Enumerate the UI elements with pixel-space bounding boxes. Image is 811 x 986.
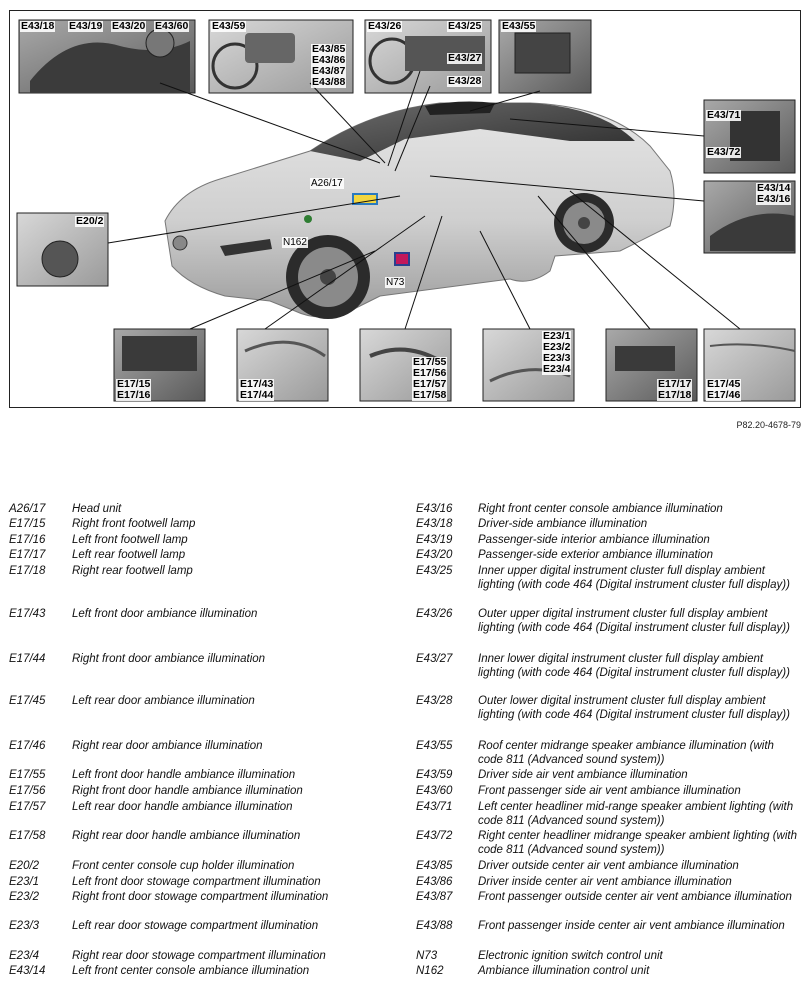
legend-code: E17/44 — [9, 653, 46, 665]
legend-desc: Head unit — [72, 503, 122, 515]
legend-desc: Right rear door handle ambiance illumination — [72, 830, 301, 842]
figure-code: P82.20-4678-79 — [736, 420, 801, 430]
legend-code: E23/4 — [9, 950, 40, 962]
legend-desc: Left rear door stowage compartment illumination — [72, 920, 319, 932]
legend-code: E43/85 — [416, 860, 453, 872]
legend-code: E43/55 — [416, 740, 453, 752]
legend-code: E17/45 — [9, 695, 46, 707]
legend-code: N162 — [416, 965, 444, 977]
legend-code: E43/27 — [416, 653, 453, 665]
legend-code: E17/58 — [9, 830, 46, 842]
callout-footwell-group: E17/15 E17/16 — [117, 378, 151, 401]
legend-desc: Left front center console ambiance illumination — [72, 965, 310, 977]
legend-code: E43/16 — [416, 503, 453, 515]
legend-desc: Driver outside center air vent ambiance illumination — [478, 860, 739, 872]
legend-desc: Driver-side ambiance illumination — [478, 518, 648, 530]
legend-code: A26/17 — [9, 503, 46, 515]
legend-code: N73 — [416, 950, 438, 962]
callout-e20-2: E20/2 — [76, 215, 104, 227]
legend-code: E43/72 — [416, 830, 453, 842]
callout-e43-20: E43/20 — [112, 20, 146, 32]
legend-desc: Right rear door ambiance illumination — [72, 740, 263, 752]
legend-code: E43/59 — [416, 769, 453, 781]
legend-code: E43/18 — [416, 518, 453, 530]
callout-n73: N73 — [386, 277, 405, 288]
legend-desc: Right front center console ambiance illumination — [478, 503, 723, 515]
legend-desc: Right front door stowage compartment illumination — [72, 891, 329, 903]
legend-desc: Left front door stowage compartment illumination — [72, 876, 321, 888]
legend-code: E23/1 — [9, 876, 40, 888]
car-body — [165, 102, 674, 319]
legend-desc: Left front door handle ambiance illumination — [72, 769, 296, 781]
n162-marker — [304, 215, 312, 223]
legend-desc: Driver inside center air vent ambiance illumination — [478, 876, 732, 888]
callout-n162: N162 — [283, 237, 307, 248]
legend-desc: Left front door ambiance illumination — [72, 608, 258, 620]
callout-e43-60: E43/60 — [155, 20, 189, 32]
legend-code: E43/71 — [416, 801, 453, 813]
legend-code: E43/86 — [416, 876, 453, 888]
ignition-marker — [395, 253, 409, 265]
legend-desc: Left rear door ambiance illumination — [72, 695, 255, 707]
legend-desc: Right front footwell lamp — [72, 518, 196, 530]
legend-code: E17/57 — [9, 801, 46, 813]
legend-desc: Electronic ignition switch control unit — [478, 950, 663, 962]
callout-e43-27: E43/27 — [448, 52, 482, 64]
legend-code: E43/60 — [416, 785, 453, 797]
callout-a26-17: A26/17 — [311, 178, 343, 189]
callout-handle-group: E17/55 E17/56 E17/57 E17/58 — [413, 356, 447, 401]
legend-desc: Left rear door handle ambiance illumination — [72, 801, 293, 813]
legend-code: E43/19 — [416, 534, 453, 546]
legend-desc: Left rear footwell lamp — [72, 549, 186, 561]
legend-desc: Ambiance illumination control unit — [478, 965, 650, 977]
legend-code: E43/25 — [416, 565, 453, 577]
legend-desc: Left center headliner mid-range speaker ambient lighting (with code 811 (Advanced sound system)) — [478, 801, 794, 827]
callout-e43-25: E43/25 — [448, 20, 482, 32]
car-illustration — [10, 11, 802, 409]
callout-e43-55: E43/55 — [502, 20, 536, 32]
callout-e43-28: E43/28 — [448, 75, 482, 87]
callout-e43-26: E43/26 — [368, 20, 402, 32]
legend-code: E17/46 — [9, 740, 46, 752]
legend-desc: Front passenger inside center air vent ambiance illumination — [478, 920, 785, 932]
legend-desc: Driver side air vent ambiance illumination — [478, 769, 688, 781]
legend-code: E17/56 — [9, 785, 46, 797]
legend-code: E17/43 — [9, 608, 46, 620]
callout-stowage-group: E23/1 E23/2 E23/3 E23/4 — [543, 330, 571, 375]
legend-desc: Right rear footwell lamp — [72, 565, 193, 577]
legend-desc: Roof center midrange speaker ambiance illumination (with code 811 (Advanced sound system)) — [478, 740, 774, 766]
callout-rearfoot-group: E17/17 E17/18 — [658, 378, 692, 401]
callout-frontdoor-group: E17/43 E17/44 — [240, 378, 274, 401]
legend-desc: Right center headliner midrange speaker ambient lighting (with code 811 (Advanced sound system)) — [478, 830, 797, 856]
legend-desc: Right front door handle ambiance illumination — [72, 785, 303, 797]
legend-desc: Outer lower digital instrument cluster full display ambient lighting (with code 464 (Digital instrument cluster full display)) — [478, 695, 790, 721]
component-location-figure — [9, 10, 801, 408]
legend-desc: Left front footwell lamp — [72, 534, 188, 546]
legend-desc: Inner lower digital instrument cluster full display ambient lighting (with code 464 (Digital instrument cluster full display)) — [478, 653, 790, 679]
legend-code: E43/14 — [9, 965, 46, 977]
legend-code: E17/16 — [9, 534, 46, 546]
legend-code: E20/2 — [9, 860, 40, 872]
legend-code: E43/20 — [416, 549, 453, 561]
legend-code: E17/17 — [9, 549, 46, 561]
legend-desc: Passenger-side exterior ambiance illumination — [478, 549, 714, 561]
legend-code: E17/55 — [9, 769, 46, 781]
legend-code: E23/3 — [9, 920, 40, 932]
callout-e43-71: E43/71 — [707, 109, 741, 121]
legend-code: E43/26 — [416, 608, 453, 620]
legend-code: E43/88 — [416, 920, 453, 932]
legend-desc: Passenger-side interior ambiance illumination — [478, 534, 710, 546]
legend-desc: Front passenger side air vent ambiance illumination — [478, 785, 741, 797]
legend-desc: Right front door ambiance illumination — [72, 653, 266, 665]
callout-console-group: E43/14 E43/16 — [757, 182, 791, 205]
callout-vents-group: E43/85 E43/86 E43/87 E43/88 — [312, 43, 346, 88]
legend-code: E23/2 — [9, 891, 40, 903]
legend-desc: Inner upper digital instrument cluster full display ambient lighting (with code 464 (Digital instrument cluster full display)) — [478, 565, 790, 591]
legend-code: E17/18 — [9, 565, 46, 577]
callout-e43-72: E43/72 — [707, 146, 741, 158]
legend-code: E43/87 — [416, 891, 453, 903]
legend-code: E43/28 — [416, 695, 453, 707]
callout-e43-19: E43/19 — [69, 20, 103, 32]
callout-e43-18: E43/18 — [21, 20, 55, 32]
legend-desc: Front center console cup holder illumination — [72, 860, 295, 872]
legend-desc: Front passenger outside center air vent ambiance illumination — [478, 891, 792, 903]
callout-e43-59: E43/59 — [212, 20, 246, 32]
legend-code: E17/15 — [9, 518, 46, 530]
legend-desc: Outer upper digital instrument cluster full display ambient lighting (with code 464 (Digital instrument cluster full display)) — [478, 608, 790, 634]
legend-desc: Right rear door stowage compartment illumination — [72, 950, 326, 962]
callout-reardoor-group: E17/45 E17/46 — [707, 378, 741, 401]
